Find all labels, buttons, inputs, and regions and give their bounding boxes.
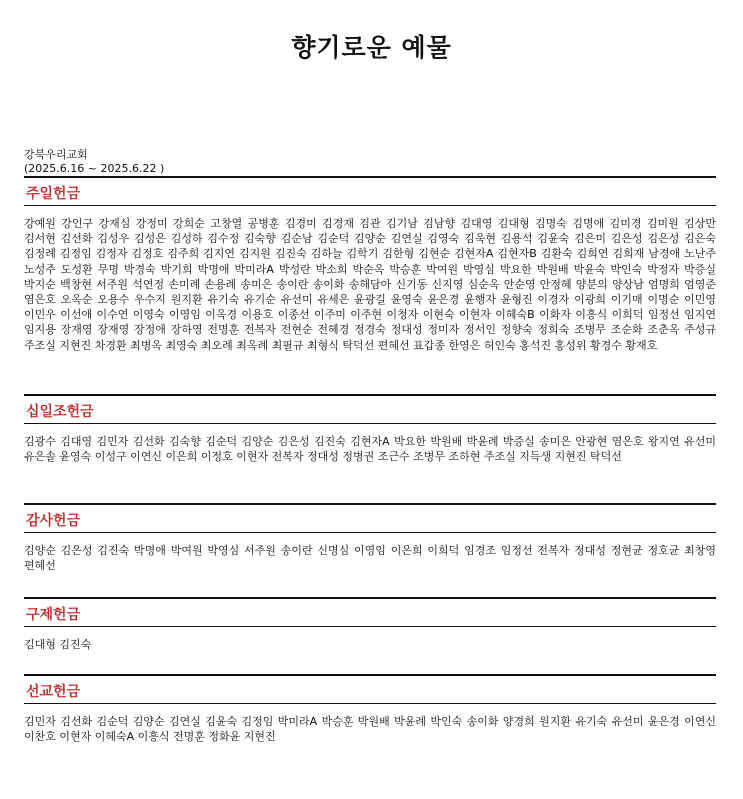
section-title: 감사헌금: [26, 513, 81, 529]
section-thanks-offering: [24, 503, 716, 573]
section-title: 구제헌금: [26, 607, 81, 623]
doc-meta: [24, 148, 164, 176]
section-relief-offering: [24, 597, 716, 652]
page-title: 향기로운 예물: [291, 33, 452, 62]
section-names: 김광수 김대영 김민자 김선화 김숙향 김순덕 김양순 김은성 김진숙 김현자A 박요한 박원배 박윤례 박증실 송미은 안광현 염은호 왕지연 유선미 유은솔 윤영숙 이성구 이연신 이은희 이정호 이현자 전복자 정대성 정병권 조근수 조병무 조하현 주조실 지득생 지현진 탁덕선: [24, 435, 716, 464]
section-names: 김대형 김진숙: [24, 638, 92, 651]
section-title: 선교헌금: [26, 684, 81, 700]
section-mission-offering: [24, 674, 716, 744]
date-range: (2025.6.16 ~ 2025.6.22 ): [24, 162, 165, 175]
section-tithe: [24, 394, 716, 464]
section-title: 십일조헌금: [26, 404, 94, 420]
section-sunday-offering: [24, 176, 716, 353]
church-name: 강북우리교회: [24, 148, 88, 161]
section-title: 주일헌금: [26, 186, 81, 202]
section-names: 김민자 김선화 김순덕 김양순 김연실 김윤숙 김정임 박미라A 박승훈 박원배 박윤례 박인숙 송이화 양경희 원지환 유기숙 유선미 윤은경 이연신 이찬호 이현자 이혜숙A 이흥식 전명훈 정화윤 지현진: [24, 715, 716, 744]
section-names: 강예원 강인구 강재심 강정미 강희순 고창열 공병훈 김경미 김경재 김관 김기남 김남향 김대영 김대형 김명숙 김명애 김미경 김미원 김상만 김서현 김선화 김성우 김성은 김성하 김수정 김숙향 김순남 김순덕 김양순 김연실 김영숙 김욱현 김용석 김윤숙 김은미 김은성 김은성 김은숙 김정례 김정임 김정자 김정호 김주희 김지연 김지원 김진숙 김하늘 김학기 김한형 김현순 김현자A 김현자B 김환숙 김희연 김희재 남경애 노난주 노성주 도성환 무명 박경숙 박기희 박명애 박미라A 박성란 박소희 박순옥 박승훈 박여원 박영심 박요한 박원배 박윤숙 박인숙 박정자 박증실 박지순 백창현 서주원 석연정 손미례 손용례 송미은 송이란 송이화 송해담아 신기동 신지영 심순옥 안순영 안정혜 양분의 양상남 엄명희 엄영준 염은호 오옥순 오용수 우수지 원지환 유기숙 유기순 유선미 유세은 윤광길 윤영숙 윤은경 윤행자 윤형진 이경자 이광희 이기매 이명순 이민영 이민우 이선애 이수연 이영숙 이영임 이옥경 이용호 이종선 이주미 이주현 이청자 이현숙 이현자 이혜숙B 이화자 이흥식 이희덕 임정선 임지연 임지용 장재영 장재영 장정애 장하영 전명훈 전복자 전현순 전혜경 정경숙 정대성 정미자 정서인 정향숙 정희숙 조병무 조순화 조춘옥 주성규 주조실 지현진 차경환 최병옥 최영숙 최오례 최옥례 최필규 최형식 탁덕선 편혜선 표갑종 한영은 허인숙 홍석진 홍성위 황경수 황재호: [24, 217, 716, 352]
section-names: 김양순 김은성 김진숙 박명애 박여원 박영심 서주원 송이란 신명심 이영임 이은희 이희덕 임경조 임정선 전복자 정대성 정현균 정호균 최창영 편혜선: [24, 544, 716, 573]
